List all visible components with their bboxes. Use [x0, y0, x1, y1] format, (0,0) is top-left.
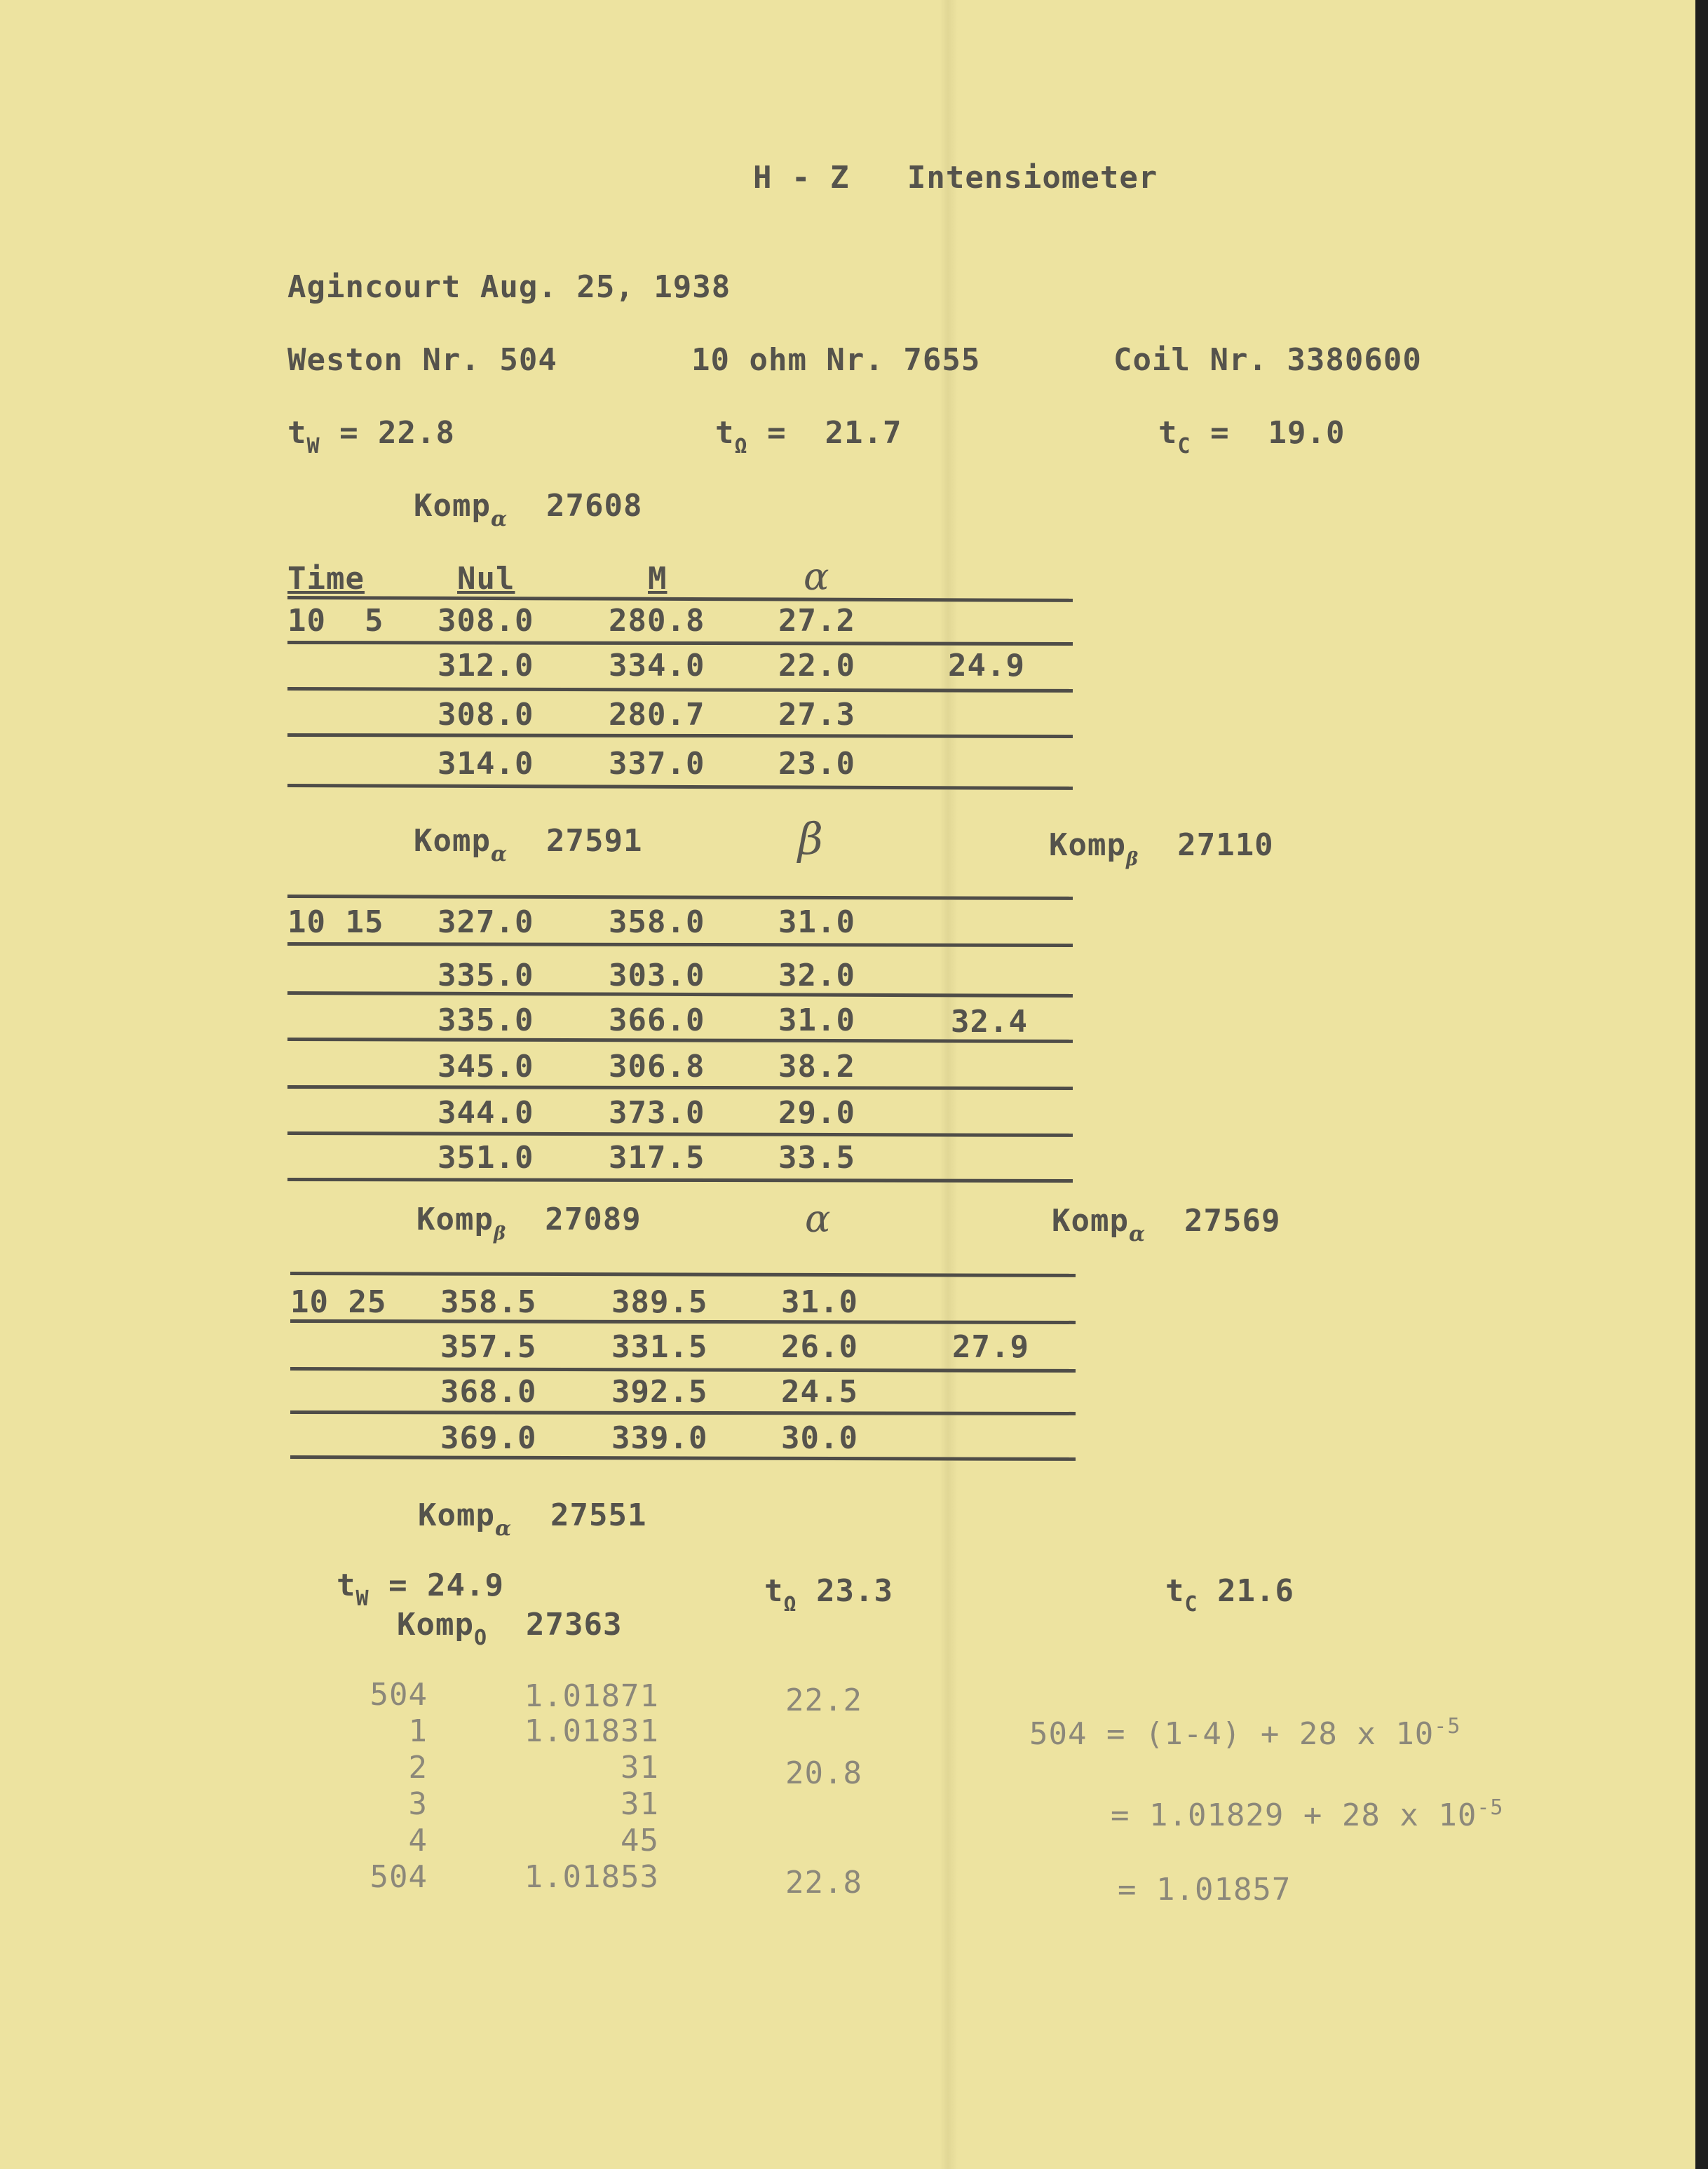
- cell-id: 1: [408, 1713, 428, 1749]
- rule: [287, 895, 1073, 900]
- cell-alpha: 30.0: [781, 1420, 858, 1456]
- rule: [287, 596, 1073, 602]
- calc-line-1: 504 = (1-4) + 28 x $10^{-5}$: [1029, 1714, 1461, 1752]
- cell-alpha: 26.0: [781, 1329, 858, 1365]
- coil-number: Coil Nr. 3380600: [1113, 342, 1422, 378]
- cell-m: 373.0: [609, 1095, 705, 1131]
- cell-voltage: 45: [621, 1823, 659, 1858]
- weston-number: Weston Nr. 504: [287, 342, 557, 378]
- cell-mean: 27.9: [952, 1329, 1029, 1365]
- header-time: Time: [287, 561, 365, 597]
- komp-beta-2: Komp$_\beta$ 27089: [416, 1202, 642, 1244]
- cell-temp: 22.8: [785, 1865, 862, 1901]
- rule: [287, 1131, 1073, 1137]
- komp-alpha-2: Komp$_\alpha$ 27591: [414, 823, 643, 866]
- cell-m: 331.5: [611, 1329, 708, 1365]
- komp-alpha-3: Komp$_\alpha$ 27569: [1052, 1203, 1281, 1246]
- cell-time: 10 5: [287, 603, 384, 639]
- page-title: H - Z Intensiometer: [753, 160, 1158, 196]
- cell-nul: 368.0: [440, 1374, 537, 1410]
- cell-voltage: 1.01853: [524, 1859, 659, 1895]
- cell-alpha: 32.0: [778, 958, 855, 993]
- calc-line-2: = 1.01829 + 28 x $10^{-5}$: [1111, 1795, 1504, 1833]
- cell-m: 303.0: [609, 958, 705, 993]
- cell-alpha: 31.0: [778, 904, 855, 940]
- cell-nul: 369.0: [440, 1420, 537, 1456]
- cell-nul: 357.5: [440, 1329, 537, 1365]
- cell-alpha: 29.0: [778, 1095, 855, 1131]
- cell-id: 3: [408, 1786, 428, 1822]
- header-m: M: [648, 561, 667, 597]
- cell-nul: 314.0: [438, 746, 534, 782]
- cell-m: 366.0: [609, 1002, 705, 1038]
- cell-m: 334.0: [609, 648, 705, 684]
- cell-m: 317.5: [609, 1140, 705, 1176]
- rule: [287, 1085, 1073, 1090]
- cell-voltage: 31: [621, 1786, 659, 1822]
- cell-nul: 327.0: [438, 904, 534, 940]
- scan-edge: [1695, 0, 1708, 2169]
- cell-id: 504: [370, 1677, 428, 1713]
- rule: [287, 942, 1073, 947]
- rule: [290, 1272, 1076, 1277]
- cell-temp: 22.2: [785, 1682, 862, 1718]
- beta-symbol: β: [798, 813, 823, 864]
- cell-m: 358.0: [609, 904, 705, 940]
- header-nul: Nul: [457, 561, 515, 597]
- rule: [287, 784, 1073, 790]
- cell-alpha: 31.0: [781, 1284, 858, 1320]
- cell-time: 10 25: [290, 1284, 387, 1320]
- cell-alpha: 24.5: [781, 1374, 858, 1410]
- cell-id: 504: [370, 1859, 428, 1895]
- resistor-number: 10 ohm Nr. 7655: [691, 342, 981, 378]
- cell-nul: 312.0: [438, 648, 534, 684]
- cell-nul: 335.0: [438, 958, 534, 993]
- cell-mean: 32.4: [951, 1004, 1028, 1040]
- cell-m: 392.5: [611, 1374, 708, 1410]
- cell-alpha: 22.0: [778, 648, 855, 684]
- komp-alpha-1: Komp$_\alpha$ 27608: [414, 488, 643, 531]
- cell-id: 4: [408, 1823, 428, 1858]
- tc-end: $t_C$ 21.6: [1165, 1573, 1295, 1617]
- rule: [290, 1367, 1076, 1373]
- cell-alpha: 27.2: [778, 603, 855, 639]
- rule: [290, 1319, 1076, 1324]
- cell-nul: 358.5: [440, 1284, 537, 1320]
- alpha-symbol: α: [805, 1197, 831, 1241]
- tw-start: $t_W = 22.8$: [287, 415, 456, 458]
- tohm-end: $t_\Omega$ 23.3: [764, 1573, 894, 1617]
- cell-alpha: 27.3: [778, 697, 855, 733]
- cell-temp: 20.8: [785, 1755, 862, 1791]
- header-alpha: α: [804, 555, 829, 599]
- rule: [287, 991, 1073, 998]
- cell-m: 389.5: [611, 1284, 708, 1320]
- rule: [287, 687, 1073, 693]
- cell-m: 339.0: [611, 1420, 708, 1456]
- tc-start: $t_C = 19.0$: [1158, 415, 1346, 458]
- rule: [287, 1178, 1073, 1183]
- cell-nul: 344.0: [438, 1095, 534, 1131]
- rule: [290, 1410, 1076, 1415]
- cell-m: 280.7: [609, 697, 705, 733]
- komp-beta-1: Komp$_\beta$ 27110: [1049, 827, 1274, 870]
- cell-nul: 308.0: [438, 603, 534, 639]
- cell-alpha: 38.2: [778, 1049, 855, 1084]
- cell-voltage: 1.01871: [524, 1678, 659, 1714]
- cell-nul: 335.0: [438, 1002, 534, 1038]
- cell-nul: 308.0: [438, 697, 534, 733]
- tw-end: $t_W = 24.9$: [337, 1568, 505, 1611]
- komp-zero: Komp$_O$ 27363: [397, 1607, 623, 1650]
- cell-m: 306.8: [609, 1049, 705, 1084]
- tohm-start: $t_\Omega = 21.7$: [715, 415, 902, 458]
- cell-voltage: 31: [621, 1750, 659, 1786]
- cell-nul: 351.0: [438, 1140, 534, 1176]
- cell-alpha: 23.0: [778, 746, 855, 782]
- komp-alpha-4: Komp$_\alpha$ 27551: [418, 1497, 647, 1541]
- rule: [287, 733, 1073, 738]
- cell-m: 337.0: [609, 746, 705, 782]
- cell-alpha: 31.0: [778, 1002, 855, 1038]
- calc-line-3: = 1.01857: [1118, 1872, 1292, 1908]
- cell-id: 2: [408, 1750, 428, 1786]
- cell-m: 280.8: [609, 603, 705, 639]
- rule: [287, 641, 1073, 646]
- rule: [290, 1455, 1076, 1461]
- station-date: Agincourt Aug. 25, 1938: [287, 269, 731, 305]
- cell-nul: 345.0: [438, 1049, 534, 1084]
- cell-voltage: 1.01831: [524, 1713, 659, 1749]
- cell-time: 10 15: [287, 904, 384, 940]
- cell-mean: 24.9: [948, 648, 1025, 684]
- cell-alpha: 33.5: [778, 1140, 855, 1176]
